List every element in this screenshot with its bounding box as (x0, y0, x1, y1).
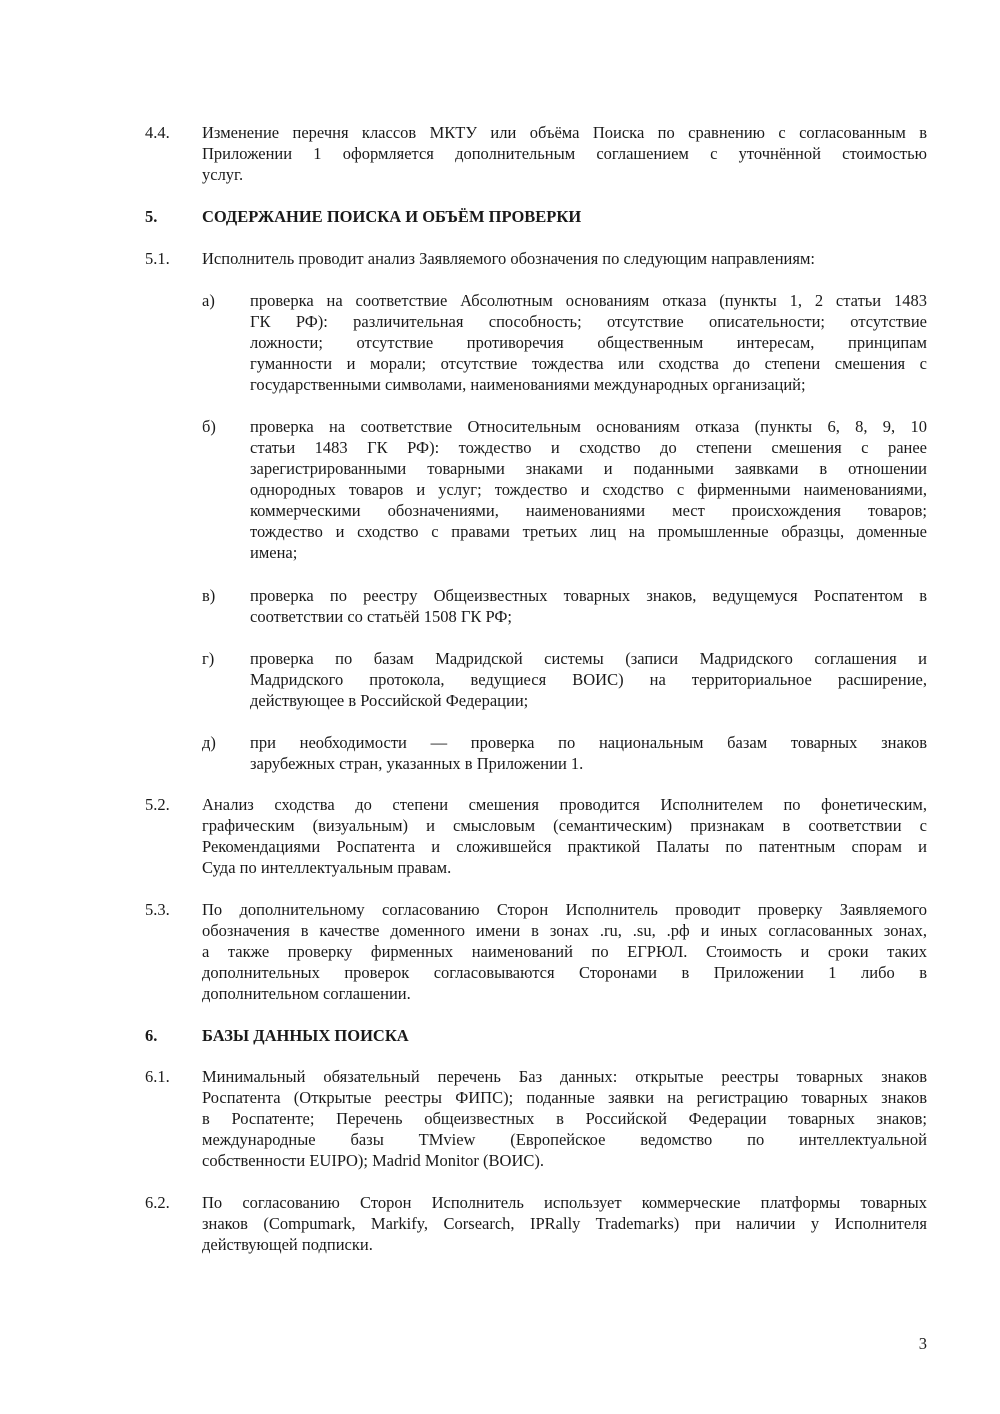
text-line: при необходимости — проверка по национальным базам товарных знаков (250, 733, 927, 752)
clause-number: 4.4. (145, 123, 170, 142)
text-line: дополнительном соглашении. (202, 984, 411, 1003)
clause-number: 6.2. (145, 1193, 170, 1212)
clause-text (202, 1066, 927, 1171)
clause-text (202, 1192, 927, 1255)
list-marker: д) (202, 733, 216, 752)
text-line: статьи 1483 ГК РФ): тождество и сходство до степени смешения с ранее (250, 438, 927, 457)
text-line: По дополнительному согласованию Сторон Исполнитель проводит проверку Заявляемого (202, 900, 927, 919)
page-number: 3 (918, 1334, 927, 1353)
text-line: обозначения в качестве доменного имени в зонах .ru, .su, .рф и иных согласованных зонах, (202, 921, 927, 940)
text-line: зарегистрированными товарными знаками и поданными заявками в отношении (250, 459, 927, 478)
section-6-heading (145, 1025, 927, 1046)
clause-number: 6.1. (145, 1067, 170, 1086)
text-line: зарубежных стран, указанных в Приложении 1. (250, 754, 584, 773)
clause-number: 5.1. (145, 249, 170, 268)
clause-5-3 (145, 899, 927, 1004)
section-5-heading (145, 206, 927, 227)
list-item-g (202, 648, 927, 711)
section-number: 5. (145, 207, 158, 226)
clause-5-2 (145, 794, 927, 878)
text-line: проверка на соответствие Относительным основаниям отказа (пункты 6, 8, 9, 10 (250, 417, 927, 436)
text-line: проверка по базам Мадридской системы (записи Мадридского соглашения и (250, 649, 927, 668)
list-item-d (202, 732, 927, 774)
text-line: Исполнитель проводит анализ Заявляемого обозначения по следующим направлениям: (202, 249, 815, 268)
text-line: Изменение перечня классов МКТУ или объёма Поиска по сравнению с согласованным в (202, 123, 927, 142)
text-line: дополнительных проверок согласовываются Сторонами в Приложении 1 либо в (202, 963, 927, 982)
clause-4-4 (145, 122, 927, 185)
clause-5-1 (145, 248, 927, 269)
list-item-text (250, 648, 927, 711)
text-line: а также проверку фирменных наименований по ЕГРЮЛ. Стоимость и сроки таких (202, 942, 927, 961)
list-item-v (202, 585, 927, 627)
text-line: Анализ сходства до степени смешения проводится Исполнителем по фонетическим, (202, 795, 927, 814)
text-line: государственными символами, наименованиями международных организаций; (250, 375, 806, 394)
text-line: международные базы TMview (Европейское ведомство по интеллектуальной (202, 1130, 927, 1149)
text-line: ложности; отсутствие противоречия общественным интересам, принципам (250, 333, 927, 352)
text-line: однородных товаров и услуг; тождество и сходство с фирменными наименованиями, (250, 480, 927, 499)
list-marker: б) (202, 417, 216, 436)
clause-text (202, 899, 927, 1004)
text-line: знаков (Compumark, Markify, Corsearch, IPRally Trademarks) при наличии у Исполнителя (202, 1214, 927, 1233)
text-line: Мадридского протокола, ведущиеся ВОИС) на территориальное расширение, (250, 670, 927, 689)
clause-text (202, 122, 927, 185)
section-title: БАЗЫ ДАННЫХ ПОИСКА (202, 1026, 409, 1045)
text-line: имена; (250, 543, 298, 562)
clause-text (202, 248, 927, 269)
list-marker: а) (202, 291, 215, 310)
list-marker: г) (202, 649, 215, 668)
text-line: Минимальный обязательный перечень Баз данных: открытые реестры товарных знаков (202, 1067, 927, 1086)
clause-number: 5.3. (145, 900, 170, 919)
text-line: проверка по реестру Общеизвестных товарных знаков, ведущемуся Роспатентом в (250, 586, 927, 605)
clause-number: 5.2. (145, 795, 170, 814)
section-title: СОДЕРЖАНИЕ ПОИСКА И ОБЪЁМ ПРОВЕРКИ (202, 207, 582, 226)
list-item-a (202, 290, 927, 395)
text-line: действующей подписки. (202, 1235, 373, 1254)
list-item-text (250, 290, 927, 395)
text-line: соответствии со статьёй 1508 ГК РФ; (250, 607, 513, 626)
text-line: в Роспатенте; Перечень общеизвестных в Российской Федерации товарных знаков; (202, 1109, 927, 1128)
text-line: действующее в Российской Федерации; (250, 691, 529, 710)
list-item-text (250, 732, 927, 774)
list-item-text (250, 416, 927, 563)
list-marker: в) (202, 586, 216, 605)
text-line: гуманности и морали; отсутствие тождества или сходства до степени смешения с (250, 354, 927, 373)
clause-6-1 (145, 1066, 927, 1171)
list-item-text (250, 585, 927, 627)
text-line: тождество и сходство с правами третьих лиц на промышленные образцы, доменные (250, 522, 927, 541)
text-line: Роспатента (Открытые реестры ФИПС); поданные заявки на регистрацию товарных знаков (202, 1088, 927, 1107)
text-line: коммерческими обозначениями, наименованиями мест происхождения товаров; (250, 501, 927, 520)
text-line: Рекомендациями Роспатента и сложившейся практикой Палаты по патентным спорам и (202, 837, 927, 856)
text-line: услуг. (202, 165, 244, 184)
list-item-b (202, 416, 927, 563)
section-number: 6. (145, 1026, 158, 1045)
clause-6-2 (145, 1192, 927, 1255)
text-line: Приложении 1 оформляется дополнительным соглашением с уточнённой стоимостью (202, 144, 927, 163)
text-line: графическим (визуальным) и смысловым (семантическим) признакам в соответствии с (202, 816, 927, 835)
text-line: Суда по интеллектуальным правам. (202, 858, 452, 877)
text-line: ГК РФ): различительная способность; отсутствие описательности; отсутствие (250, 312, 927, 331)
clause-text (202, 794, 927, 878)
text-line: По согласованию Сторон Исполнитель использует коммерческие платформы товарных (202, 1193, 927, 1212)
text-line: проверка на соответствие Абсолютным основаниям отказа (пункты 1, 2 статьи 1483 (250, 291, 927, 310)
text-line: собственности EUIPO); Madrid Monitor (ВОИС). (202, 1151, 544, 1170)
